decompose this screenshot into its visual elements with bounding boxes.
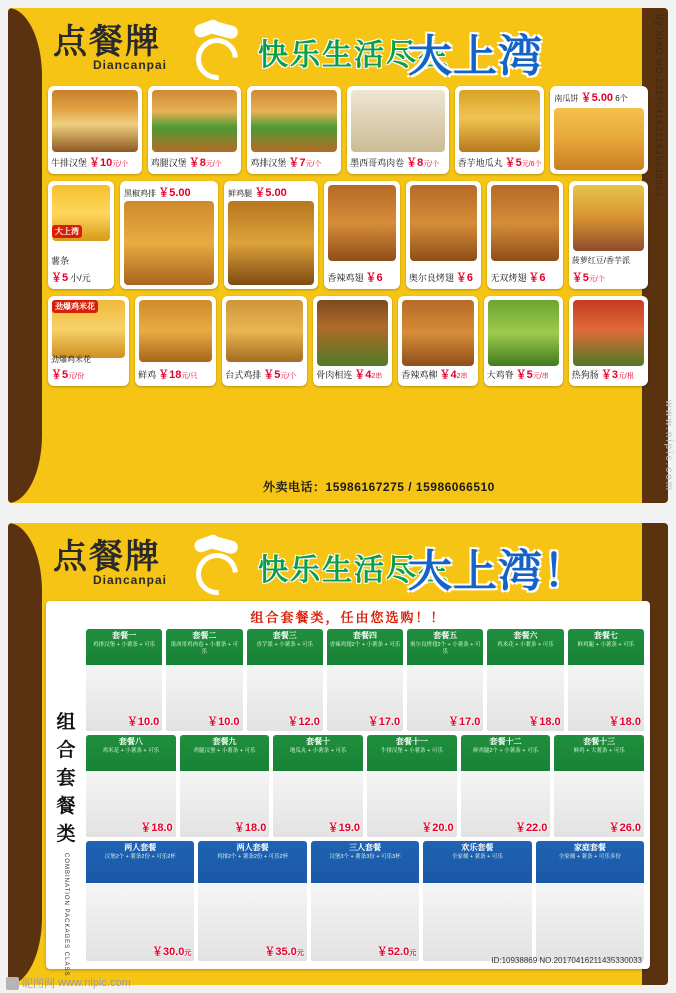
combo-image	[536, 883, 644, 961]
product-image	[228, 201, 314, 285]
product-unit: 元/串	[532, 373, 549, 380]
product-unit: 元/份	[68, 373, 85, 380]
product-card[interactable]: 香辣鸡翅 ￥6	[324, 181, 399, 289]
combo-card[interactable]	[461, 735, 551, 837]
product-price: 5	[62, 369, 69, 381]
product-card[interactable]: 菠萝红豆/香芋派 ￥5元/个	[569, 181, 648, 289]
product-card[interactable]: 奥尔良烤翅 ￥6	[406, 181, 481, 289]
combo-price: ￥35.0元	[264, 946, 304, 958]
combo-card[interactable]	[166, 629, 242, 731]
combo-title-label: 套餐二	[192, 631, 217, 640]
bottom-header	[8, 523, 668, 595]
combo-title-label: 套餐十一	[395, 737, 428, 746]
product-image	[124, 201, 214, 285]
product-name: 香辣鸡翅	[327, 272, 364, 283]
combo-desc: 全家桶 + 薯条 + 可乐	[451, 854, 503, 860]
product-unit: 元/个	[423, 161, 440, 168]
product-image	[554, 108, 644, 170]
combo-card[interactable]	[536, 841, 644, 961]
product-image	[573, 185, 644, 251]
delivery-phone-label: 外卖电话：	[263, 480, 326, 494]
combo-row	[86, 629, 644, 731]
combo-image	[407, 665, 483, 731]
product-image	[328, 185, 395, 261]
product-unit: 元/个	[205, 161, 222, 168]
combo-title-label: 两人套餐	[124, 843, 157, 852]
product-card[interactable]: 大鸡脊 ￥5元/串	[484, 296, 563, 386]
combo-desc: 鸡米花 + 小薯条 + 可乐	[497, 642, 554, 648]
product-name: 墨西哥鸡肉卷	[350, 157, 405, 168]
combo-price: ￥18.0	[140, 822, 173, 834]
product-row	[48, 86, 648, 174]
product-name: 鲜鸡	[138, 369, 157, 380]
product-card[interactable]: 无双烤翅 ￥6	[487, 181, 562, 289]
combo-card[interactable]	[423, 841, 531, 961]
combo-card[interactable]	[180, 735, 270, 837]
combo-desc: 鲜鸡腿 + 小薯条 + 可乐	[577, 642, 635, 648]
product-unit: 小/元	[70, 272, 91, 283]
product-image	[351, 90, 445, 152]
product-card[interactable]: 南瓜饼 ￥5.00 6个	[550, 86, 648, 174]
product-image	[226, 300, 303, 362]
combo-image	[166, 665, 242, 731]
product-unit: 元/只	[181, 373, 198, 380]
product-price: 5	[526, 369, 533, 381]
product-image	[491, 185, 558, 261]
product-name: 薯条	[51, 255, 70, 266]
product-grid	[48, 86, 648, 393]
product-image	[402, 300, 473, 366]
product-price: 8	[199, 157, 206, 169]
delivery-phone	[263, 478, 495, 495]
product-unit: 元/个	[305, 161, 322, 168]
product-price: 5.00	[169, 187, 191, 199]
product-image	[251, 90, 337, 152]
combo-image	[568, 665, 644, 731]
combo-price: ￥10.0	[207, 716, 240, 728]
combo-price: ￥19.0	[327, 822, 361, 834]
product-price: 3	[611, 369, 618, 381]
combo-price: ￥30.0元	[151, 946, 192, 958]
product-price: 5.00	[265, 187, 287, 199]
product-price: 6	[466, 272, 474, 284]
combo-title-label: 两人套餐	[236, 843, 269, 852]
combo-price: ￥26.0	[608, 822, 642, 834]
combo-card[interactable]	[86, 629, 162, 731]
combo-card[interactable]	[273, 735, 363, 837]
product-unit: 2串	[371, 373, 383, 380]
product-row	[48, 181, 648, 289]
combo-desc: 鲜鸡腿2个 + 小薯条 + 可乐	[472, 748, 539, 754]
combo-desc: 鲜鸡 + 大薯条 + 可乐	[573, 748, 625, 754]
product-name: 奥尔良烤翅	[408, 272, 454, 283]
combo-image	[86, 771, 176, 837]
slogan-green: 快乐生活尽在	[258, 38, 450, 73]
combo-desc: 地瓜丸 + 小薯条 + 可乐	[289, 748, 347, 754]
top-header	[8, 8, 668, 80]
combo-desc: 鸡排2个 + 薯条2份 + 可乐2杯	[217, 854, 289, 860]
product-unit: 元/6个	[521, 161, 542, 168]
combo-image	[461, 771, 551, 837]
combo-title-label: 套餐十三	[583, 737, 616, 746]
combo-title-label: 套餐五	[433, 631, 458, 640]
combo-image	[180, 771, 270, 837]
product-card[interactable]: 香芋地瓜丸 ￥5元/6个	[455, 86, 545, 174]
product-price: 5	[515, 157, 522, 169]
combo-image	[247, 665, 323, 731]
product-name: 香辣鸡柳	[401, 369, 438, 380]
product-card[interactable]: 鲜鸡 ￥18元/只	[135, 296, 216, 386]
combo-desc: 全家桶 + 薯条 + 可乐多份	[558, 854, 621, 860]
product-price: 5.00	[591, 92, 614, 104]
combo-image	[423, 883, 531, 961]
combo-title-label: 套餐三	[272, 631, 297, 640]
delivery-phone-numbers: 15986167275 / 15986066510	[325, 480, 495, 494]
product-image	[459, 90, 541, 152]
product-image	[139, 300, 212, 362]
combo-desc: 鸡米花 + 小薯条 + 可乐	[102, 748, 160, 754]
combo-desc: 鸡排汉堡 + 小薯条 + 可乐	[93, 642, 156, 648]
combo-grid	[86, 629, 644, 965]
brand-name-cn: 点餐牌	[53, 537, 161, 577]
product-name: 南瓜饼	[554, 94, 579, 103]
product-price: 18	[169, 369, 182, 381]
combo-title-label: 套餐九	[212, 737, 237, 746]
product-card[interactable]: 香辣鸡柳 ￥42串	[398, 296, 477, 386]
product-card[interactable]: 牛排汉堡 ￥10元/个	[48, 86, 142, 174]
combo-label-cn: 组合套餐类	[56, 712, 76, 845]
product-price: 6	[376, 272, 383, 284]
product-card[interactable]: 骨肉相连 ￥42串	[313, 296, 392, 386]
leaf-icon	[186, 22, 246, 74]
combo-image	[311, 883, 419, 961]
combo-image	[327, 665, 403, 731]
slogan-blue: 大上湾	[408, 31, 543, 82]
combo-card[interactable]	[554, 735, 644, 837]
combo-desc: 鸡腿汉堡 + 小薯条 + 可乐	[193, 748, 256, 754]
product-name: 菠萝红豆/香芋派	[571, 255, 631, 265]
product-price: 5	[274, 369, 281, 381]
combo-price: ￥18.0	[528, 716, 561, 728]
footer-id: ID:10938869 NO.20170416211435330033	[491, 956, 642, 965]
combo-card[interactable]	[568, 629, 644, 731]
combo-image	[554, 771, 644, 837]
combo-title-label: 套餐七	[593, 631, 618, 640]
product-card[interactable]: 热狗肠 ￥3元/根	[569, 296, 648, 386]
combo-title-label: 三人套餐	[349, 843, 382, 852]
watermark-right: www.nipic.com	[663, 400, 674, 493]
product-unit: 元/个	[112, 161, 129, 168]
product-image	[488, 300, 559, 366]
combo-price: ￥17.0	[447, 716, 481, 728]
top-flyer	[8, 8, 668, 503]
combo-title-label: 套餐一	[112, 631, 137, 640]
product-name: 骨肉相连	[316, 369, 353, 380]
combo-desc: 奥尔良烤翅2个 + 小薯条 + 可乐	[409, 642, 481, 655]
combo-price: ￥10.0	[126, 716, 160, 728]
combo-row	[86, 735, 644, 837]
bottom-slogan	[258, 537, 628, 597]
product-price: 4	[365, 369, 372, 381]
product-name: 鸡排汉堡	[250, 157, 287, 168]
combo-desc: 墨西哥鸡肉卷 + 小薯条 + 可乐	[170, 642, 239, 655]
product-name: 无双烤翅	[490, 272, 527, 283]
product-name: 黑椒鸡排	[124, 189, 157, 198]
combo-card[interactable]	[86, 841, 194, 961]
product-name: 劲爆鸡米花	[51, 354, 91, 364]
combo-row	[86, 841, 644, 961]
combo-title-label: 家庭套餐	[573, 843, 606, 852]
combo-desc: 汉堡2个 + 薯条2份 + 可乐2杯	[104, 854, 176, 860]
combo-title-label: 套餐四	[352, 631, 377, 640]
combo-price: ￥22.0	[514, 822, 548, 834]
combo-image	[273, 771, 363, 837]
brand-name-en: Diancanpai	[93, 573, 168, 587]
product-card[interactable]: 黑椒鸡排 ￥5.00	[120, 181, 218, 289]
combo-title-label: 套餐十	[306, 737, 331, 746]
product-row	[48, 296, 648, 386]
combo-card[interactable]	[327, 629, 403, 731]
combo-title-label: 欢乐套餐	[461, 843, 494, 852]
combo-price: ￥18.0	[233, 822, 267, 834]
combo-image	[487, 665, 563, 731]
product-name: 鸡腿汉堡	[150, 157, 187, 168]
combo-panel	[46, 601, 650, 977]
product-price: 8	[417, 157, 424, 169]
left-brown-band	[8, 8, 42, 503]
combo-image	[198, 883, 306, 961]
slogan-blue: 大上湾！	[408, 546, 588, 597]
product-unit: 2串	[456, 373, 468, 380]
combo-image	[86, 883, 194, 961]
combo-card[interactable]	[487, 629, 563, 731]
product-card[interactable]: 台式鸡排 ￥5元/个	[222, 296, 307, 386]
leaf-icon	[186, 537, 246, 589]
top-slogan	[258, 22, 628, 82]
product-name: 台式鸡排	[225, 369, 262, 380]
product-card[interactable]: 鲜鸡腿 ￥5.00	[224, 181, 318, 289]
combo-price: ￥12.0	[287, 716, 320, 728]
watermark-bottom	[6, 975, 131, 991]
brand-name-cn: 点餐牌	[53, 22, 161, 62]
combo-price: ￥17.0	[367, 716, 401, 728]
combo-desc: 香辣鸡翅2个 + 小薯条 + 可乐	[329, 642, 401, 648]
combo-card[interactable]	[86, 735, 176, 837]
product-image	[152, 90, 238, 152]
product-price: 4	[450, 369, 457, 381]
product-unit: 元/个	[280, 373, 297, 380]
product-unit: 元/根	[617, 373, 634, 380]
side-code: By:XIAO NO.20170416211435330033	[654, 14, 664, 198]
combo-card[interactable]	[198, 841, 306, 961]
combo-image	[367, 771, 457, 837]
combo-label-en: COMBINATION PACKAGES CLASS	[63, 853, 69, 977]
product-name: 牛排汉堡	[51, 157, 88, 168]
product-image	[410, 185, 477, 261]
combo-card[interactable]	[407, 629, 483, 731]
combo-price: ￥20.0	[421, 822, 454, 834]
promo-badge: 劲爆鸡米花	[52, 300, 98, 313]
product-unit: 6个	[615, 94, 628, 103]
watermark-bottom-url: www.nipic.com	[58, 977, 131, 989]
product-image	[573, 300, 644, 366]
slogan-green: 快乐生活尽在	[258, 553, 450, 588]
product-name: 香芋地瓜丸	[457, 157, 503, 168]
combo-card[interactable]	[311, 841, 419, 961]
combo-title-label: 套餐十二	[489, 737, 522, 746]
product-name: 大鸡脊	[486, 369, 514, 380]
combo-price: ￥52.0元	[376, 946, 417, 958]
product-price: 5	[582, 272, 589, 284]
product-unit: 元/个	[588, 276, 605, 283]
product-price: 6	[539, 272, 546, 284]
nipic-logo-icon	[6, 977, 19, 990]
combo-card[interactable]	[247, 629, 323, 731]
combo-vertical-label	[50, 709, 82, 977]
bottom-flyer	[8, 523, 668, 985]
combo-price: ￥18.0	[608, 716, 641, 728]
product-name: 鲜鸡腿	[228, 189, 253, 198]
product-price: 5	[62, 272, 69, 284]
product-card[interactable]: 墨西哥鸡肉卷 ￥8元/个	[347, 86, 449, 174]
product-name: 热狗肠	[571, 369, 599, 380]
combo-desc: 牛排汉堡 + 小薯条 + 可乐	[380, 748, 443, 754]
combo-desc: 汉堡3个 + 薯条3份 + 可乐3杯	[329, 854, 401, 860]
product-image	[52, 90, 138, 152]
product-card[interactable]: 鸡排汉堡 ￥7元/个	[247, 86, 341, 174]
combo-title-label: 套餐六	[513, 631, 538, 640]
brand-badge: 大上湾	[52, 225, 82, 238]
combo-card[interactable]	[367, 735, 457, 837]
combo-title: 组合套餐类，任由您选购！！	[250, 610, 446, 625]
product-image	[317, 300, 388, 366]
brand-name-en: Diancanpai	[93, 58, 168, 72]
combo-desc: 香芋派 + 小薯条 + 可乐	[256, 642, 313, 648]
combo-image	[86, 665, 162, 731]
product-card[interactable]: 鸡腿汉堡 ￥8元/个	[148, 86, 242, 174]
product-card[interactable]: 大上湾 薯条 ￥5 小/元	[48, 181, 114, 289]
product-price: 10	[100, 157, 113, 169]
product-price: 7	[299, 157, 306, 169]
combo-title-label: 套餐八	[118, 737, 143, 746]
product-card[interactable]: 劲爆鸡米花 劲爆鸡米花 ￥5元/份	[48, 296, 129, 386]
watermark-bottom-cn: 昵图网	[22, 978, 55, 990]
